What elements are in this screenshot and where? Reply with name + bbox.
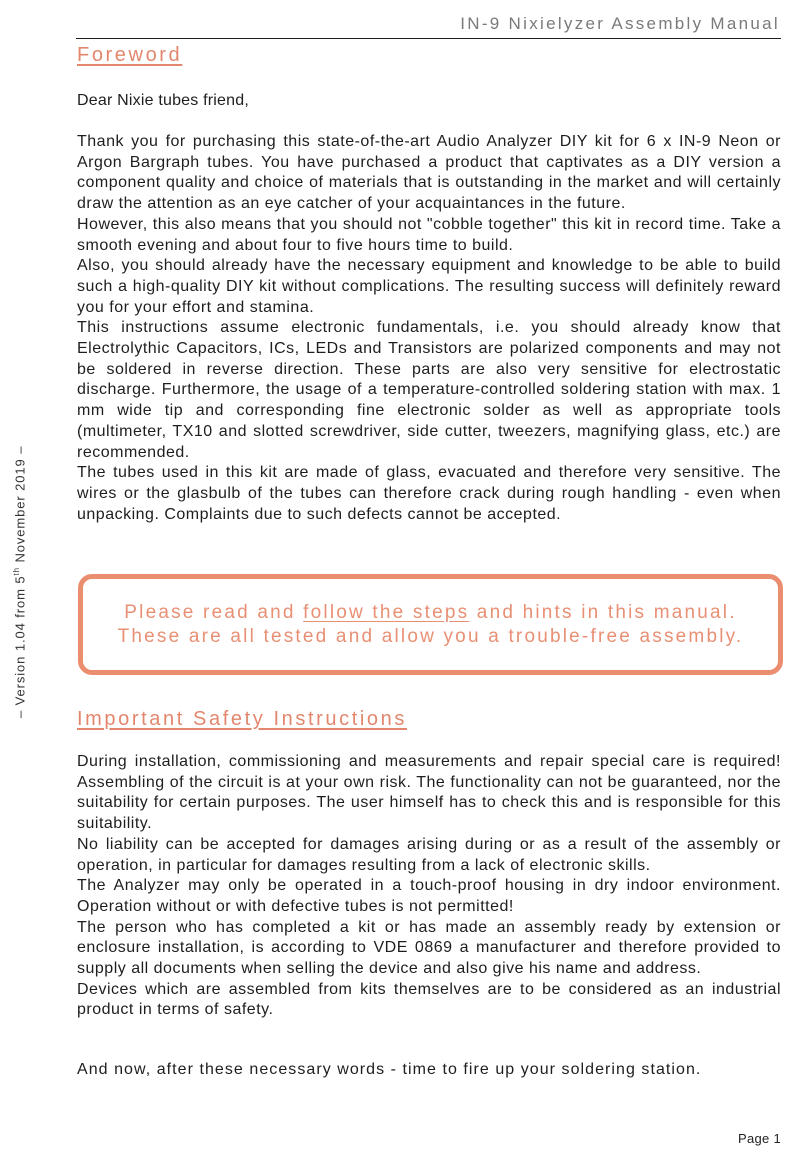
safety-paragraph: The Analyzer may only be operated in a touch-proof housing in dry indoor environment. Operation without or with defective tubes is not permitted! [77, 877, 781, 915]
foreword-paragraph: However, this also means that you should not "cobble together" this kit in record time. Take a smooth evening and about four to five hours time to build. [77, 215, 781, 254]
safety-heading: Important Safety Instructions [77, 708, 407, 730]
follow-steps-emphasis: follow the steps [303, 601, 470, 623]
foreword-heading: Foreword [77, 44, 183, 66]
foreword-paragraph: Also, you should already have the necessary equipment and knowledge to be able to build such a high-quality DIY kit without complications. The resulting success will definitely reward you for your effort and stamina. [77, 257, 781, 316]
document-header-title: IN-9 Nixielyzer Assembly Manual [460, 14, 780, 33]
version-text: – Version 1.04 from 5 [12, 575, 28, 718]
version-ordinal: th [12, 567, 21, 576]
closing-line: And now, after these necessary words - time to fire up your soldering station. [77, 1061, 702, 1078]
header-divider [76, 38, 781, 39]
callout-line-1 [124, 601, 736, 625]
safety-body [77, 752, 781, 1021]
version-date: November 2019 – [12, 445, 28, 568]
version-note [12, 446, 27, 718]
foreword-paragraph: Thank you for purchasing this state-of-the-art Audio Analyzer DIY kit for 6 x IN-9 Neon or Argon Bargraph tubes. You have purchased a product that captivates as a DIY version a component quality and choice of materials that is outstanding in the market and will certainly draw the attention as an eye catcher of your acquaintances in the future. [77, 133, 781, 213]
safety-paragraph: The person who has completed a kit or has made an assembly ready by extension or enclosure installation, is according to VDE 0869 a manufacturer and therefore provided to supply all documents when selling the device and also give his name and address. [77, 918, 781, 978]
safety-paragraph: During installation, commissioning and measurements and repair special care is required! Assembling of the circuit is at your own risk. The functionality can not be guaranteed, nor the suitability for certain purposes. The user himself has to check this and is responsible for this suitability. [77, 753, 781, 833]
callout-line-2: These are all tested and allow you a trouble-free assembly. [117, 625, 744, 647]
callout-text: Please read and [124, 601, 304, 623]
foreword-paragraph: This instructions assume electronic fundamentals, i.e. you should already know that Electrolythic Capacitors, ICs, LEDs and Transistors are polarized components and may not be soldered in reverse direction. These parts are also very sensitive for electrostatic discharge. Furthermore, the usage of a temperature-controlled soldering station with max. 1 mm wide tip and corresponding fine electronic solder as well as appropriate tools (multimeter, TX10 and slotted screwdriver, side cutter, tweezers, magnifying glass, etc.) are recommended. [77, 319, 781, 461]
callout-text: and hints in this manual. [469, 601, 737, 623]
safety-paragraph: No liability can be accepted for damages arising during or as a result of the assembly or operation, in particular for damages resulting from a lack of electronic skills. [77, 835, 781, 874]
safety-paragraph: Devices which are assembled from kits themselves are to be considered as an industrial product in terms of safety. [77, 980, 781, 1019]
greeting-line: Dear Nixie tubes friend, [77, 92, 249, 109]
notice-callout [78, 574, 783, 675]
foreword-paragraph: The tubes used in this kit are made of glass, evacuated and therefore very sensitive. The wires or the glasbulb of the tubes can therefore crack during rough handling - even when unpacking. Complaints due to such defects cannot be accepted. [77, 464, 781, 523]
page-number: Page 1 [737, 1131, 781, 1146]
foreword-body [77, 132, 781, 525]
